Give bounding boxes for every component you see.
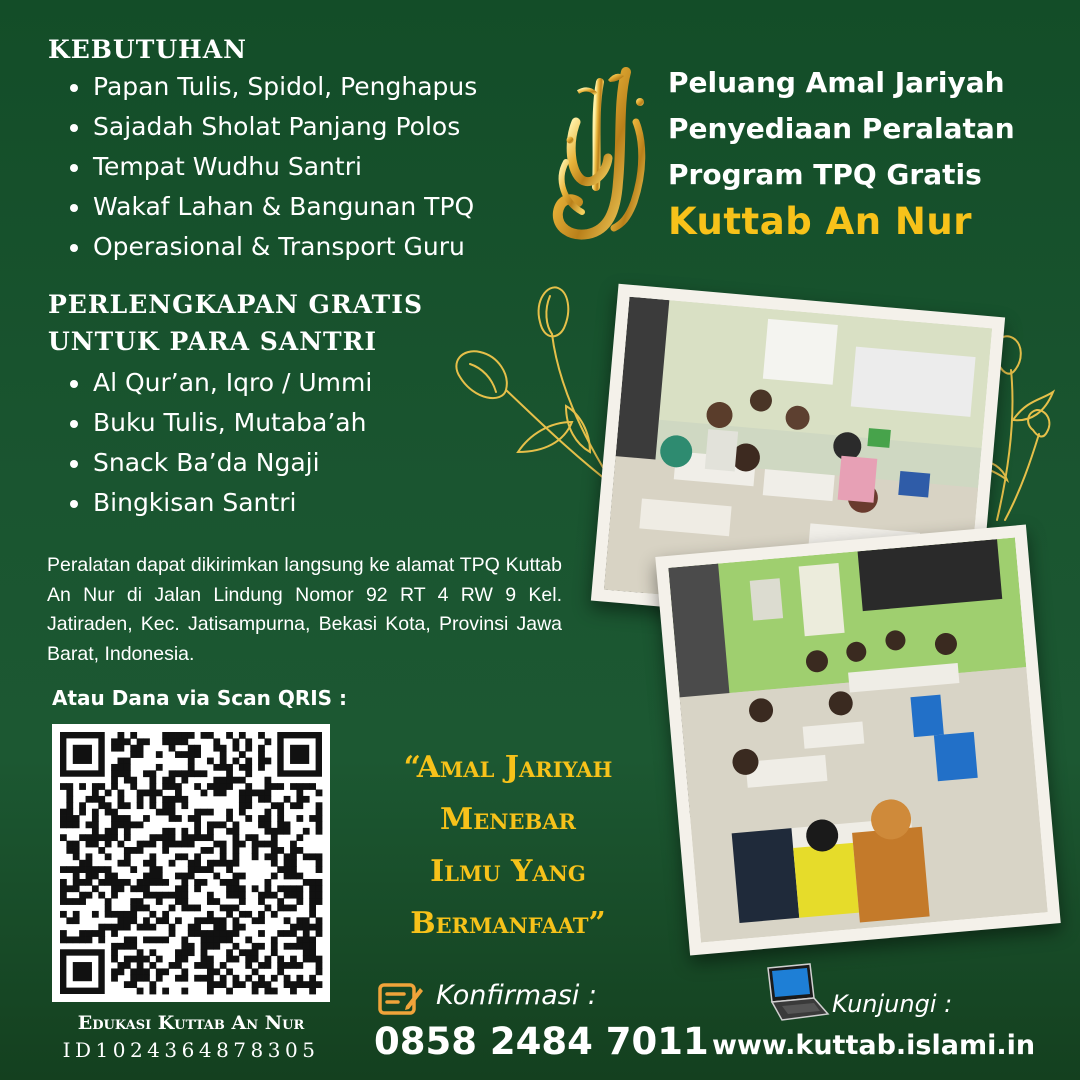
quote-line: “Amal Jariyah (403, 750, 613, 785)
quote-line: Menebar (440, 802, 576, 837)
arabic-calligraphy-logo-icon (548, 62, 656, 242)
website-link[interactable]: www.kuttab.islami.in (712, 1030, 1036, 1061)
qris-merchant-name: Edukasi Kuttab An Nur (77, 1012, 305, 1034)
list-item: Tempat Wudhu Santri (48, 147, 477, 187)
list-item: Papan Tulis, Spidol, Penghapus (48, 67, 477, 107)
qris-merchant-id: ID1024364878305 (62, 1038, 320, 1062)
phone-number[interactable]: 0858 2484 7011 (374, 1020, 709, 1063)
quote-line: Bermanfaat” (410, 906, 606, 941)
quote-block (358, 742, 658, 950)
address-text: Peralatan dapat dikirimkan langsung ke alamat TPQ Kuttab An Nur di Jalan Lindung Nomor 92 RT 4 RW 9 Kel. Jatiraden, Kec. Jatisampurna, Bekasi Kota, Provinsi Jawa Barat, Indonesia. (47, 554, 562, 665)
list-item: Sajadah Sholat Panjang Polos (48, 107, 477, 147)
list-item: Buku Tulis, Mutaba’ah (48, 403, 372, 443)
qris-label: Atau Dana via Scan QRIS : (52, 686, 348, 710)
quote-line: Ilmu Yang (430, 854, 586, 889)
list-item: Al Qur’an, Iqro / Ummi (48, 363, 372, 403)
needs-list (48, 67, 477, 267)
confirm-label: Konfirmasi : (436, 980, 598, 1011)
supplies-heading-line2: UNTUK PARA SANTRI (48, 327, 378, 356)
laptop-icon (758, 962, 830, 1024)
list-item: Operasional & Transport Guru (48, 227, 477, 267)
needs-heading: KEBUTUHAN (48, 35, 247, 64)
org-name-heading: Kuttab An Nur (668, 200, 972, 243)
list-item: Snack Ba’da Ngaji (48, 443, 372, 483)
note-pencil-icon (378, 982, 424, 1016)
list-item: Wakaf Lahan & Bangunan TPQ (48, 187, 477, 227)
tulip-line-art-icon (440, 282, 625, 512)
title-line: Peluang Amal Jariyah (668, 66, 1005, 99)
supplies-list (48, 363, 372, 523)
title-line: Penyediaan Peralatan (668, 112, 1015, 145)
title-block (668, 60, 1015, 198)
title-line: Program TPQ Gratis (668, 158, 982, 191)
qris-qr-code[interactable] (52, 724, 330, 1002)
supplies-heading-line1: PERLENGKAPAN GRATIS (48, 290, 424, 319)
visit-label: Kunjungi : (832, 990, 953, 1018)
list-item: Bingkisan Santri (48, 483, 372, 523)
classroom-photo (655, 525, 1060, 956)
